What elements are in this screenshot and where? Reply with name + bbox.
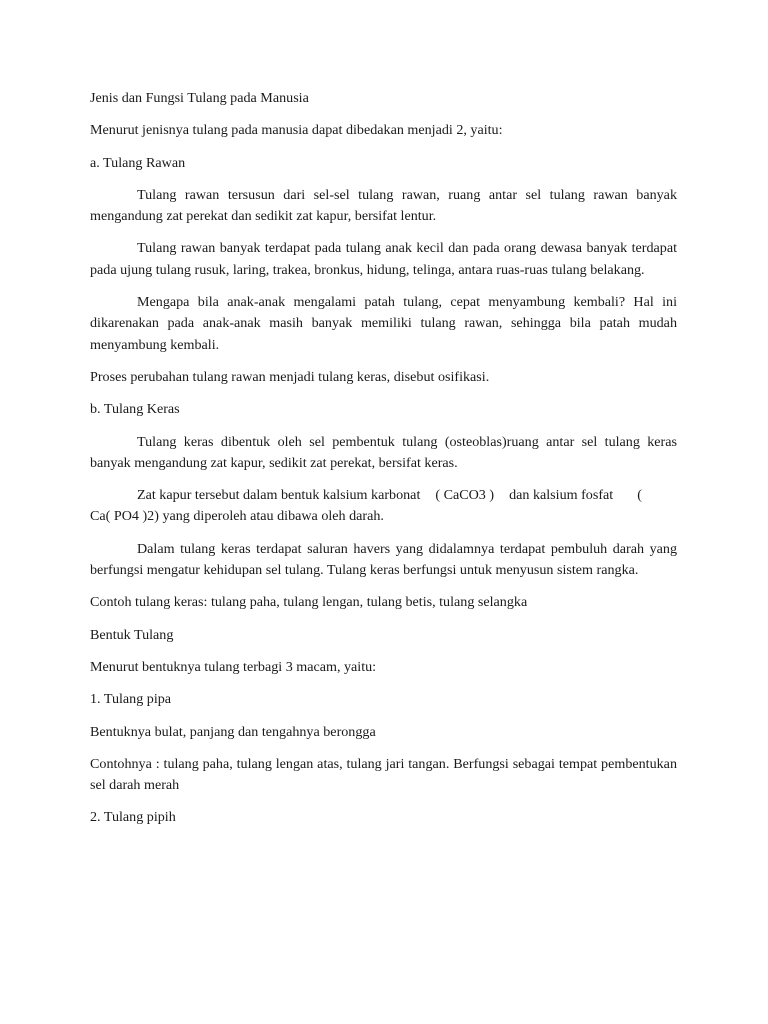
bone-shape-intro: Menurut bentuknya tulang terbagi 3 macam, yaitu: [90, 658, 377, 675]
chem-text-1: Zat kapur tersebut dalam bentuk kalsium karbonat [137, 487, 421, 504]
chem-open-paren: ( [637, 487, 642, 504]
chem-formula-calcium-phosphate: Ca( PO4 )2) [90, 508, 159, 525]
flat-bone-heading: 2. Tulang pipih [90, 809, 176, 826]
section-b-paragraph-1: Tulang keras dibentuk oleh sel pembentuk tulang (osteoblas)ruang antar sel tulang keras banyak mengandung zat kapur, sedikit zat perekat, bersifat keras. [90, 433, 677, 471]
bone-shape-heading: Bentuk Tulang [90, 626, 174, 643]
hard-bone-examples: Contoh tulang keras: tulang paha, tulang lengan, tulang betis, tulang selangka [90, 594, 528, 611]
section-a-paragraph-1: Tulang rawan tersusun dari sel-sel tulang rawan, ruang antar sel tulang rawan banyak mengandung zat perekat dan sedikit zat kapur, bersifat lentur. [90, 186, 677, 225]
section-b-paragraph-2 [90, 485, 677, 528]
pipe-bone-description: Bentuknya bulat, panjang dan tengahnya berongga [90, 723, 376, 740]
section-b-heading: b. Tulang Keras [90, 401, 180, 418]
section-b-paragraph-3: Dalam tulang keras terdapat saluran havers yang didalamnya terdapat pembuluh darah yang berfungsi mengatur kehidupan sel tulang. Tulang keras berfungsi untuk menyusun sistem rangka. [90, 540, 677, 579]
section-a-paragraph-2: Tulang rawan banyak terdapat pada tulang anak kecil dan pada orang dewasa banyak terdapat pada ujung tulang rusuk, laring, trakea, bronkus, hidung, telinga, antara ruas-ruas tulang belakang. [90, 240, 677, 278]
document-title: Jenis dan Fungsi Tulang pada Manusia [90, 90, 309, 106]
section-a-paragraph-3: Mengapa bila anak-anak mengalami patah tulang, cepat menyambung kembali? Hal ini dikarenakan pada anak-anak masih banyak memiliki tulang rawan, sehingga bila patah mudah menyambung kembali. [90, 294, 677, 353]
intro-paragraph: Menurut jenisnya tulang pada manusia dapat dibedakan menjadi 2, yaitu: [90, 122, 503, 139]
section-a-heading: a. Tulang Rawan [90, 154, 186, 171]
chem-text-3: yang diperoleh atau dibawa oleh darah. [162, 508, 384, 525]
pipe-bone-heading: 1. Tulang pipa [90, 691, 172, 708]
document-body [90, 88, 677, 840]
ossification-paragraph: Proses perubahan tulang rawan menjadi tulang keras, disebut osifikasi. [90, 368, 490, 385]
chem-text-2: dan kalsium fosfat [509, 487, 614, 504]
pipe-bone-examples: Contohnya : tulang paha, tulang lengan atas, tulang jari tangan. Berfungsi sebagai tempat pembentukan sel darah merah [90, 755, 677, 794]
chem-formula-calcium-carbonate: ( CaCO3 ) [435, 487, 495, 504]
